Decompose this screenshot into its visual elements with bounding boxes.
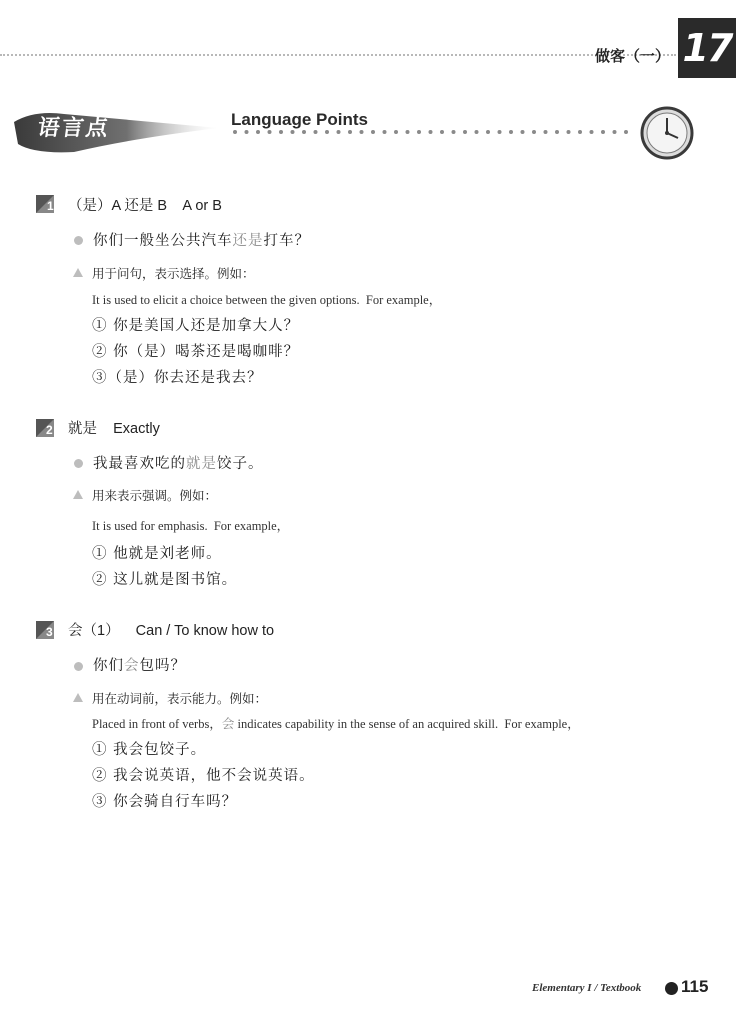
point-2-list-item: ① 他就是刘老师。 bbox=[92, 546, 222, 562]
point-1-example: 你们一般坐公共汽车还是打车？ bbox=[93, 233, 310, 249]
point-2-number-icon bbox=[36, 419, 54, 441]
point-3-example: 你们会包吗？ bbox=[93, 658, 186, 674]
point-3-list-item: ① 我会包饺子。 bbox=[92, 742, 207, 758]
circle-bullet-icon bbox=[74, 236, 83, 245]
point-3-list-item: ③ 你会骑自行车吗？ bbox=[92, 794, 238, 810]
point-1-list-item: ③（是）你去还是我去？ bbox=[92, 370, 263, 386]
point-2-list-item: ② 这儿就是图书馆。 bbox=[92, 572, 238, 588]
point-3-note-en: Placed in front of verbs，会 indicates capability in the sense of an acquired skill. For example， bbox=[92, 717, 580, 731]
point-2-example: 我最喜欢吃的就是饺子。 bbox=[93, 456, 264, 472]
header-dotted-rule bbox=[0, 54, 676, 56]
svg-text:1: 1 bbox=[47, 199, 54, 213]
point-1-list-item: ① 你是美国人还是加拿大人？ bbox=[92, 318, 300, 334]
circle-bullet-icon bbox=[74, 459, 83, 468]
point-1-note-en: It is used to elicit a choice between the given options. For example， bbox=[92, 293, 442, 307]
lesson-title: 做客（一） bbox=[594, 47, 670, 65]
point-2-title: 就是 Exactly bbox=[68, 421, 160, 437]
svg-text:2: 2 bbox=[46, 423, 53, 437]
page-number: 115 bbox=[681, 977, 709, 996]
point-3-number-icon bbox=[36, 621, 54, 643]
triangle-bullet-icon bbox=[73, 490, 83, 499]
triangle-bullet-icon bbox=[73, 693, 83, 702]
point-1-note-zh: 用于问句，表示选择。例如： bbox=[92, 266, 255, 281]
lesson-number-badge: 17 bbox=[678, 18, 736, 78]
point-3-title: 会（1） Can / To know how to bbox=[68, 623, 275, 639]
triangle-bullet-icon bbox=[73, 268, 83, 277]
section-dotted-rule bbox=[232, 129, 634, 135]
point-1-list-item: ② 你（是）喝茶还是喝咖啡？ bbox=[92, 344, 300, 360]
section-banner-label: 语言点 bbox=[35, 116, 112, 141]
point-1-number-icon bbox=[36, 195, 54, 217]
circle-bullet-icon bbox=[74, 662, 83, 671]
point-1-title: （是）A 还是 B A or B bbox=[68, 198, 222, 214]
section-title: Language Points bbox=[231, 110, 368, 129]
point-2-note-zh: 用来表示强调。例如： bbox=[92, 488, 218, 503]
point-3-note-zh: 用在动词前，表示能力。例如： bbox=[92, 691, 268, 706]
point-2-note-en: It is used for emphasis. For example， bbox=[92, 519, 290, 533]
footer-series: Elementary I / Textbook bbox=[532, 982, 642, 994]
clock-icon bbox=[640, 106, 694, 160]
footer-dot-icon bbox=[665, 982, 678, 995]
svg-text:3: 3 bbox=[46, 625, 53, 639]
point-3-list-item: ② 我会说英语，他不会说英语。 bbox=[92, 768, 315, 784]
